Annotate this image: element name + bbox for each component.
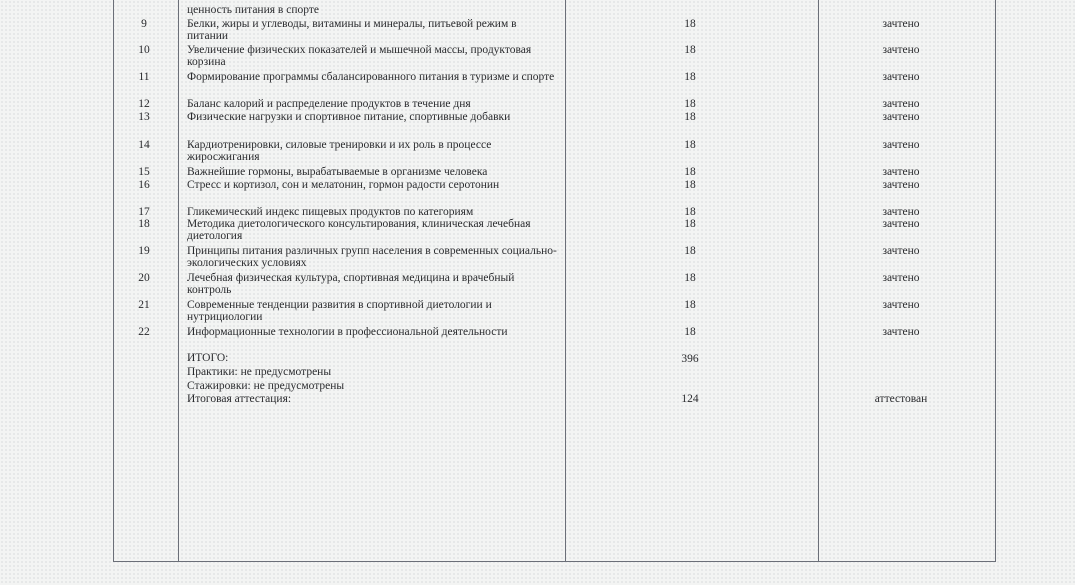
course-name: Лечебная физическая культура, спортивная медицина и врачебный контроль — [187, 272, 515, 296]
final-attestation-label: Итоговая аттестация: — [187, 393, 292, 405]
course-hours: 18 — [684, 18, 696, 30]
course-name: Информационные технологии в профессиональной деятельности — [187, 326, 508, 338]
course-name: Методика диетологического консультирования, клиническая лечебная диетология — [187, 218, 531, 242]
course-number: 20 — [138, 272, 150, 284]
course-number: 12 — [138, 98, 150, 110]
course-result: зачтено — [882, 18, 920, 30]
course-name: Принципы питания различных групп населения в современных социально-экологических условиях — [187, 245, 557, 269]
course-number: 22 — [138, 326, 150, 338]
course-result: зачтено — [882, 272, 920, 284]
course-hours: 18 — [684, 98, 696, 110]
course-hours: 18 — [684, 179, 696, 191]
course-hours: 18 — [684, 218, 696, 230]
course-number: 21 — [138, 299, 150, 311]
course-hours: 18 — [684, 71, 696, 83]
course-hours: 18 — [684, 166, 696, 178]
course-result: зачтено — [882, 218, 920, 230]
course-result: зачтено — [882, 245, 920, 257]
course-name: Кардиотренировки, силовые тренировки и их роль в процессе жиросжигания — [187, 139, 492, 163]
course-hours: 18 — [684, 44, 696, 56]
total-hours: 396 — [681, 353, 699, 365]
column-divider-number — [178, 0, 179, 562]
course-number: 11 — [138, 71, 150, 83]
course-result: зачтено — [882, 299, 920, 311]
course-hours: 18 — [684, 272, 696, 284]
course-name: Гликемический индекс пищевых продуктов по категориям — [187, 206, 474, 218]
course-result: зачтено — [882, 206, 920, 218]
course-hours: 18 — [684, 139, 696, 151]
course-number: 15 — [138, 166, 150, 178]
course-hours: 18 — [684, 111, 696, 123]
course-name: Увеличение физических показателей и мышечной массы, продуктовая корзина — [187, 44, 532, 68]
course-result: зачтено — [882, 111, 920, 123]
course-number: 16 — [138, 179, 150, 191]
course-hours: 18 — [684, 245, 696, 257]
course-number: 17 — [138, 206, 150, 218]
practice-label: Практики: не предусмотрены — [187, 366, 332, 378]
course-number: 13 — [138, 111, 150, 123]
course-number: 10 — [138, 44, 150, 56]
course-result: зачтено — [882, 139, 920, 151]
course-number: 18 — [138, 218, 150, 230]
course-result: зачтено — [882, 326, 920, 338]
course-hours: 18 — [684, 299, 696, 311]
course-result: зачтено — [882, 179, 920, 191]
course-number: 9 — [141, 18, 147, 30]
course-name: Важнейшие гормоны, вырабатываемые в организме человека — [187, 166, 488, 178]
course-name: Белки, жиры и углеводы, витамины и минералы, питьевой режим в питании — [187, 18, 517, 42]
course-result: зачтено — [882, 71, 920, 83]
course-hours: 18 — [684, 326, 696, 338]
course-name: Физические нагрузки и спортивное питание, спортивные добавки — [187, 111, 511, 123]
course-number: 14 — [138, 139, 150, 151]
course-name: Баланс калорий и распределение продуктов в течение дня — [187, 98, 471, 110]
table-border-left — [113, 0, 114, 562]
course-name: Стресс и кортизол, сон и мелатонин, гормон радости серотонин — [187, 179, 500, 191]
column-divider-name — [565, 0, 566, 562]
final-attestation-result: аттестован — [874, 393, 928, 405]
course-name: Современные тенденции развития в спортивной диетологии и нутрициологии — [187, 299, 492, 323]
column-divider-hours — [818, 0, 819, 562]
course-result: зачтено — [882, 44, 920, 56]
course-hours: 18 — [684, 206, 696, 218]
total-label: ИТОГО: — [187, 352, 229, 364]
course-name: Формирование программы сбалансированного питания в туризме и спорте — [187, 71, 555, 83]
internship-label: Стажировки: не предусмотрены — [187, 380, 345, 392]
course-result: зачтено — [882, 98, 920, 110]
final-attestation-hours: 124 — [681, 393, 699, 405]
table-border-bottom — [113, 561, 996, 562]
course-name: ценность питания в спорте — [187, 4, 319, 16]
table-border-right — [995, 0, 996, 562]
course-result: зачтено — [882, 166, 920, 178]
course-number: 19 — [138, 245, 150, 257]
